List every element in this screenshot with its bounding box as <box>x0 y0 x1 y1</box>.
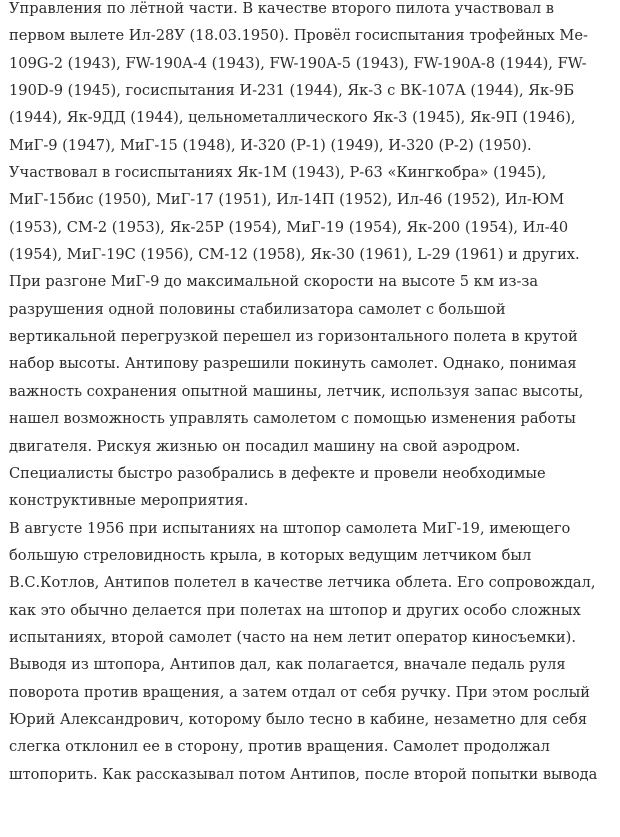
text-line: большую стреловидность крыла, в которых ведущим летчиком был <box>9 546 532 564</box>
text-line: При разгоне МиГ-9 до максимальной скорости на высоте 5 км из-за <box>9 273 539 291</box>
text-line: Управления по лётной части. В качестве второго пилота участвовал в <box>9 0 554 17</box>
text-line: МиГ-9 (1947), МиГ-15 (1948), И-320 (Р-1) (1949), И-320 (Р-2) (1950). <box>9 136 532 154</box>
text-line: испытаниях, второй самолет (часто на нем летит оператор киносъемки). <box>9 628 576 646</box>
paragraph-flight-tests <box>9 0 620 268</box>
text-line: (1953), СМ-2 (1953), Як-25Р (1954), МиГ-19 (1954), Як-200 (1954), Ил-40 <box>9 218 569 236</box>
text-line: слегка отклонил ее в сторону, против вращения. Самолет продолжал <box>9 738 550 756</box>
text-line: как это обычно делается при полетах на штопор и других особо сложных <box>9 601 581 619</box>
text-line: разрушения одной половины стабилизатора самолет с большой <box>9 300 506 318</box>
text-line: Специалисты быстро разобрались в дефекте и провели необходимые <box>9 464 546 482</box>
text-line: штопорить. Как рассказывал потом Антипов, после второй попытки вывода <box>9 765 598 783</box>
text-line: В.С.Котлов, Антипов полетел в качестве летчика облета. Его сопровождал, <box>9 574 596 592</box>
text-line: В августе 1956 при испытаниях на штопор самолета МиГ-19, имеющего <box>9 519 571 537</box>
text-line: конструктивные мероприятия. <box>9 492 249 510</box>
paragraph-mig19-spin-tests <box>9 515 620 788</box>
text-line: поворота против вращения, а затем отдал от себя ручку. При этом рослый <box>9 683 590 701</box>
text-line: (1944), Як-9ДД (1944), цельнометаллического Як-3 (1945), Як-9П (1946), <box>9 109 576 127</box>
text-line: МиГ-15бис (1950), МиГ-17 (1951), Ил-14П (1952), Ил-46 (1952), Ил-ЮМ <box>9 191 565 209</box>
text-line: (1954), МиГ-19С (1956), СМ-12 (1958), Як-30 (1961), L-29 (1961) и других. <box>9 246 580 264</box>
text-line: нашел возможность управлять самолетом с помощью изменения работы <box>9 410 576 428</box>
text-line: Выводя из штопора, Антипов дал, как полагается, вначале педаль руля <box>9 656 566 674</box>
text-line: первом вылете Ил-28У (18.03.1950). Провёл госиспытания трофейных Ме- <box>9 27 588 45</box>
text-line: Юрий Александрович, которому было тесно в кабине, незаметно для себя <box>9 710 588 728</box>
text-line: 190D-9 (1945), госиспытания И-231 (1944), Як-3 с ВК-107А (1944), Як-9Б <box>9 82 575 100</box>
text-line: двигателя. Рискуя жизнью он посадил машину на свой аэродром. <box>9 437 521 455</box>
paragraph-mig9-incident <box>9 268 620 514</box>
text-line: набор высоты. Антипову разрешили покинуть самолет. Однако, понимая <box>9 355 577 373</box>
text-line: Участвовал в госиспытаниях Як-1М (1943), Р-63 «Кингкобра» (1945), <box>9 164 547 182</box>
text-line: важность сохранения опытной машины, летчик, используя запас высоты, <box>9 382 584 400</box>
text-line: вертикальной перегрузкой перешел из горизонтального полета в крутой <box>9 328 578 346</box>
text-line: 109G-2 (1943), FW-190A-4 (1943), FW-190A-5 (1943), FW-190A-8 (1944), FW- <box>9 54 587 72</box>
